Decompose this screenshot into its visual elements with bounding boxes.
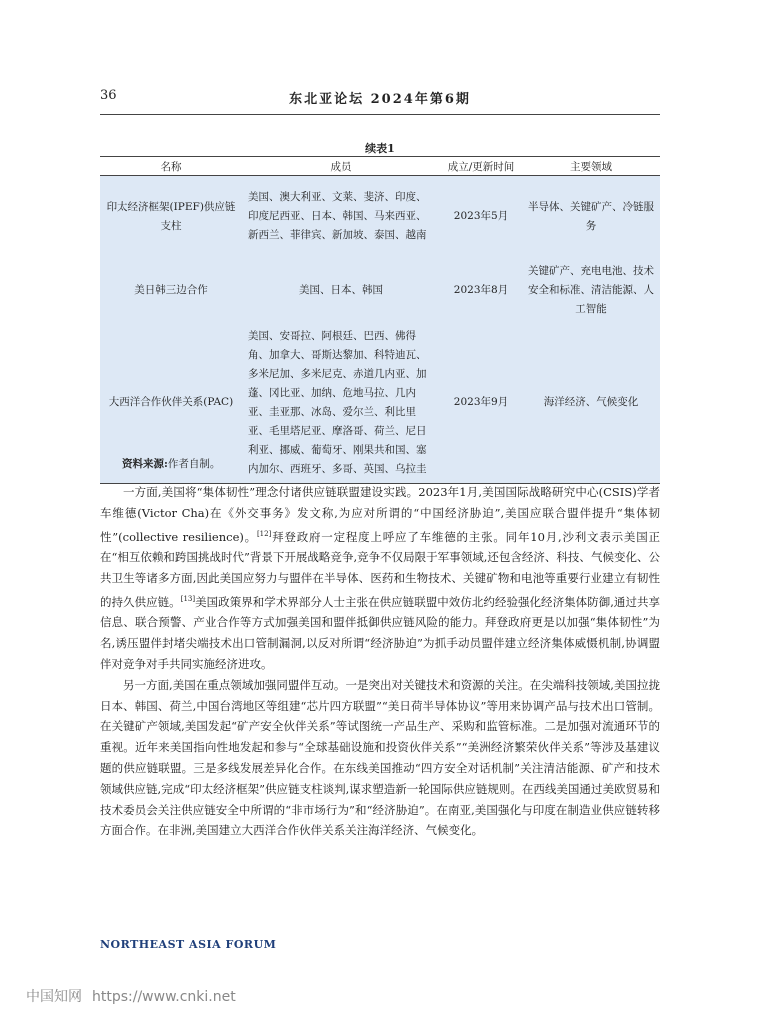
cell-fields: 半导体、关键矿产、冷链服务: [522, 176, 660, 258]
article-body: [100, 482, 660, 841]
cell-fields: 关键矿产、充电电池、技术安全和标准、清洁能源、人工智能: [522, 258, 660, 323]
cell-members: 美国、安哥拉、阿根廷、巴西、佛得角、加拿大、哥斯达黎加、科特迪瓦、多米尼加、多米尼克、赤道几内亚、加蓬、冈比亚、加纳、危地马拉、几内亚、圭亚那、冰岛、爱尔兰、利比里亚、毛里塔尼亚、摩洛哥、荷兰、尼日利亚、挪威、葡萄牙、刚果共和国、塞内加尔、西班牙、多哥、英国、乌拉圭: [242, 323, 440, 484]
footnote-ref[interactable]: [12]: [256, 529, 272, 538]
source-label: 资料来源:: [122, 458, 168, 470]
cell-members: 美国、日本、韩国: [242, 258, 440, 323]
header-rule: [100, 114, 660, 115]
watermark-url[interactable]: https://www.cnki.net: [92, 989, 236, 1005]
journal-title: 东北亚论坛 2024年第6期: [289, 92, 471, 107]
column-header: 成员: [242, 157, 440, 176]
table-row: [100, 258, 660, 323]
table-caption: 续表1: [365, 142, 395, 155]
table-header-row: [100, 157, 660, 176]
cell-date: 2023年5月: [440, 176, 522, 258]
cnki-watermark: [26, 986, 236, 1006]
footer-journal-name: NORTHEAST ASIA FORUM: [100, 938, 277, 951]
table-source-note: [122, 456, 220, 471]
alliance-table: [100, 156, 660, 484]
page-header: [100, 88, 660, 110]
column-header: 名称: [100, 157, 242, 176]
cell-fields: 海洋经济、气候变化: [522, 323, 660, 484]
footnote-ref[interactable]: [13]: [180, 594, 196, 603]
cell-date: 2023年8月: [440, 258, 522, 323]
cell-name: 印太经济框架(IPEF)供应链支柱: [100, 176, 242, 258]
cell-name: 大西洋合作伙伴关系(PAC): [100, 323, 242, 484]
table-row: [100, 176, 660, 258]
column-header: 主要领域: [522, 157, 660, 176]
paragraph-text: 拜登政府一定程度上呼应了车维德的主张。同年10月,沙利文表示美国正在“相互依赖和跨国挑战时代”背景下开展战略竞争,竞争不仅局限于军事领域,还包含经济、科技、气候变化、公共卫生等诸多方面,因此美国应努力与盟伴在半导体、医药和生物技术、关键矿物和电池等重要行业建立有韧性的持久供应链。: [100, 529, 660, 609]
paragraph: 另一方面,美国在重点领域加强同盟伴互动。一是突出对关键技术和资源的关注。在尖端科技领域,美国拉拢日本、韩国、荷兰,中国台湾地区等组建“芯片四方联盟”“美日荷半导体协议”等用来协调产品与技术出口管制。在关键矿产领域,美国发起“矿产安全伙伴关系”等试图统一产品生产、采购和监管标准。二是加强对流通环节的重视。近年来美国指向性地发起和参与“全球基础设施和投资伙伴关系”“美洲经济繁荣伙伴关系”等涉及基建议题的供应链联盟。三是多线发展差异化合作。在东线美国推动“四方安全对话机制”关注清洁能源、矿产和技术领域供应链,完成“印太经济框架”供应链支柱谈判,谋求塑造新一轮国际供应链规则。在西线美国通过美欧贸易和技术委员会关注供应链安全中所谓的“非市场行为”和“经济胁迫”。在南亚,美国强化与印度在制造业供应链转移方面合作。在非洲,美国建立大西洋合作伙伴关系关注海洋经济、气候变化。: [100, 677, 660, 838]
column-header: 成立/更新时间: [440, 157, 522, 176]
paragraph: [100, 482, 660, 675]
cell-name: 美日韩三边合作: [100, 258, 242, 323]
cell-date: 2023年9月: [440, 323, 522, 484]
watermark-brand: 中国知网: [26, 989, 82, 1005]
cell-members: 美国、澳大利亚、文莱、斐济、印度、印度尼西亚、日本、韩国、马来西亚、新西兰、菲律宾、新加坡、泰国、越南: [242, 176, 440, 258]
page-number: 36: [100, 88, 117, 103]
source-text: 作者自制。: [167, 458, 221, 470]
paragraph-text: 美国政策界和学术界部分人士主张在供应链联盟中效仿北约经验强化经济集体防御,通过共享信息、联合预警、产业合作等方式加强美国和盟伴抵御供应链风险的能力。拜登政府更是以加强“集体韧性”为名,诱压盟伴封堵尖端技术出口管制漏洞,以反对所谓“经济胁迫”为抓手动员盟伴建立经济集体威慑机制,协调盟伴对竞争对手共同实施经济进攻。: [100, 594, 660, 672]
paragraph-text: 一方面,美国将“集体韧性”理念付诸供应链联盟建设实践。2023年1月,美国国际战略研究中心(CSIS)学者车维德(Victor Cha)在《外交事务》发文称,为应对所谓的“中国经济胁迫”,美国应联合盟伴提升“集体韧性”(collective resilience)。: [100, 485, 660, 544]
